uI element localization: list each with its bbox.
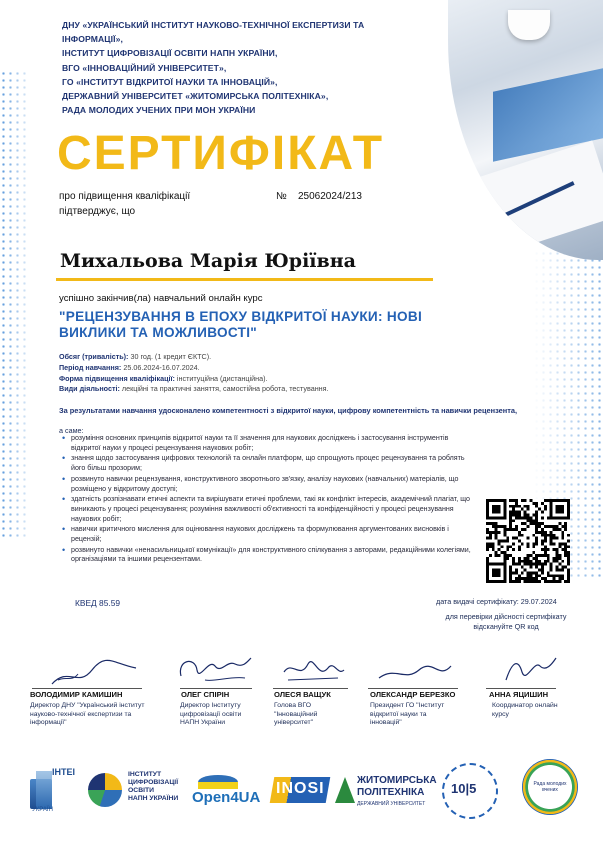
signatures-block — [0, 650, 603, 750]
uintei-logo: ІНТЕІ УКРАЇН — [32, 767, 76, 813]
qr-hint: для перевірки дійсності сертифікату відскануйте QR код — [445, 612, 567, 631]
signatory-name: АННА ЯЦИШИН — [489, 690, 549, 699]
competencies-list — [61, 434, 471, 566]
zhytomyr-polytechnic-logo: ЖИТОМИРСЬКА ПОЛІТЕХНІКА ДЕРЖАВНИЙ УНІВЕРСИТЕТ — [335, 775, 445, 815]
detail-row — [59, 363, 529, 374]
certificate-number: 25062024/213 — [298, 191, 362, 202]
organizer-line: ГО «ІНСТИТУТ ВІДКРИТОЇ НАУКИ ТА ІННОВАЦІЙ», — [62, 76, 278, 87]
course-details — [59, 352, 529, 395]
signatory-name: ОЛЕГ СПІРІН — [181, 690, 230, 699]
recipient-name: Михальова Марія Юріївна — [60, 250, 356, 272]
issue-date: дата видачі сертифікату: 29.07.2024 — [436, 597, 557, 606]
detail-row — [59, 352, 529, 363]
organizer-line: ВГО «ІННОВАЦІЙНИЙ УНІВЕРСИТЕТ», — [62, 62, 227, 73]
qr-code[interactable] — [486, 499, 570, 583]
certificate-title: СЕРТИФІКАТ — [57, 127, 385, 180]
completed-text: успішно закінчив(ла) навчальний онлайн курс — [59, 293, 263, 304]
signatory-name: ОЛЕКСАНДР БЕРЕЗКО — [370, 690, 456, 699]
namely-text: а саме: — [59, 426, 84, 435]
detail-label: Обсяг (тривалість): — [59, 352, 129, 361]
signatory-role: Директор ДНУ "Український інститут науково-технічної експертизи та інформації" — [30, 702, 145, 727]
kved-code: КВЕД 85.59 — [75, 598, 121, 608]
signatory-name: ВОЛОДИМИР КАМИШИН — [30, 690, 123, 699]
number-label: № — [276, 191, 287, 202]
list-item: • знання щодо застосування цифрових технологій та онлайн платформ, що спрощують процес рецензування та роблять його більш прозорим; — [71, 454, 471, 473]
signatory-role: Директор Інституту цифровізації освіти НАПН України — [180, 702, 242, 727]
detail-row — [59, 374, 529, 385]
decorative-dots-left — [0, 70, 30, 540]
organizer-line: ДЕРЖАВНИЙ УНІВЕРСИТЕТ «ЖИТОМИРСЬКА ПОЛІТЕХНІКА», — [62, 91, 329, 102]
results-text: За результатами навчання удосконалено компетентності з відкритої науки, цифрову компетентність та навички рецензента, — [59, 406, 518, 415]
list-item: • здатність розпізнавати етичні аспекти та вирішувати етичні проблеми, такі як конфлікт інтересів, академічний плагіат, що виникають у процесі рецензування; розуміння важливості об'єктивності та конфіденційності у процесі рецензування наукових робіт; — [71, 495, 471, 524]
detail-label: Період навчання: — [59, 362, 122, 372]
detail-value: лекційні та практичні заняття, самостійна робота, тестування. — [119, 384, 329, 394]
detail-value: 25.06.2024-16.07.2024. — [121, 362, 200, 372]
open4ua-logo: Open4UA — [192, 775, 270, 815]
list-item: • розвинуто навички рецензування, конструктивного зворотнього зв'язку, аналізу наукових (навчальних) матеріалів, що розміщено у відкритому доступі; — [71, 475, 471, 494]
signature-image — [500, 652, 560, 688]
course-title: "РЕЦЕНЗУВАННЯ В ЕПОХУ ВІДКРИТОЇ НАУКИ: НОВІ ВИКЛИКИ ТА МОЖЛИВОСТІ" — [59, 309, 423, 340]
list-item: • розвинуто навички «ненасильницької комунікації» для конструктивного спілкування з авторами, редакційними колегіями, організаціями та іншими рецензентами. — [71, 546, 471, 565]
partner-logos — [30, 757, 585, 827]
confirms-text: підтверджує, що — [59, 206, 136, 217]
ten-five-logo: 10|5 — [438, 759, 500, 821]
signatory-role: Координатор онлайн курсу — [492, 702, 558, 718]
signature-image — [175, 652, 255, 688]
signature-image — [375, 660, 455, 688]
subtitle: про підвищення кваліфікації — [59, 191, 191, 202]
signature-image — [278, 650, 348, 688]
detail-label: Форма підвищення кваліфікації: — [59, 373, 175, 383]
signatory-role: Голова ВГО "Інноваційний університет" — [274, 702, 318, 727]
list-item: • розуміння основних принципів відкритої науки та її значення для наукових досліджень і застосування інструментів відкритої науки у процесі рецензування наукових робіт; — [71, 434, 471, 453]
signatory-name: ОЛЕСЯ ВАЩУК — [274, 690, 331, 699]
header-photo — [448, 0, 603, 260]
inosi-logo: INOSI — [272, 777, 334, 809]
detail-label: Види діяльності: — [59, 384, 120, 394]
list-item: • навички критичного мислення для оцінювання наукових досліджень та формулювання аргументованих висновків і рецензій; — [71, 525, 471, 544]
signatory-role: Президент ГО "Інститут відкритої науки та інновацій" — [370, 702, 445, 727]
young-scientists-council-logo: Рада молодих вчених — [520, 757, 582, 823]
detail-value: інституційна (дистанційна). — [174, 373, 268, 383]
detail-row — [59, 384, 529, 395]
name-underline — [56, 278, 433, 281]
organizer-line: РАДА МОЛОДИХ УЧЕНИХ ПРИ МОН УКРАЇНИ — [62, 105, 256, 116]
detail-value: 30 год. (1 кредит ЄКТС). — [128, 352, 212, 361]
organizer-line: ІНСТИТУТ ЦИФРОВІЗАЦІЇ ОСВІТИ НАПН УКРАЇНИ, — [62, 48, 278, 59]
organizers-list — [62, 18, 422, 117]
signature-image — [48, 658, 140, 690]
iceo-logo: ІНСТИТУТ ЦИФРОВІЗАЦІЇ ОСВІТИ НАПН УКРАЇНИ — [88, 771, 208, 813]
organizer-line: ДНУ «УКРАЇНСЬКИЙ ІНСТИТУТ НАУКОВО-ТЕХНІЧНОЇ ЕКСПЕРТИЗИ ТА ІНФОРМАЦІЇ», — [62, 20, 365, 45]
